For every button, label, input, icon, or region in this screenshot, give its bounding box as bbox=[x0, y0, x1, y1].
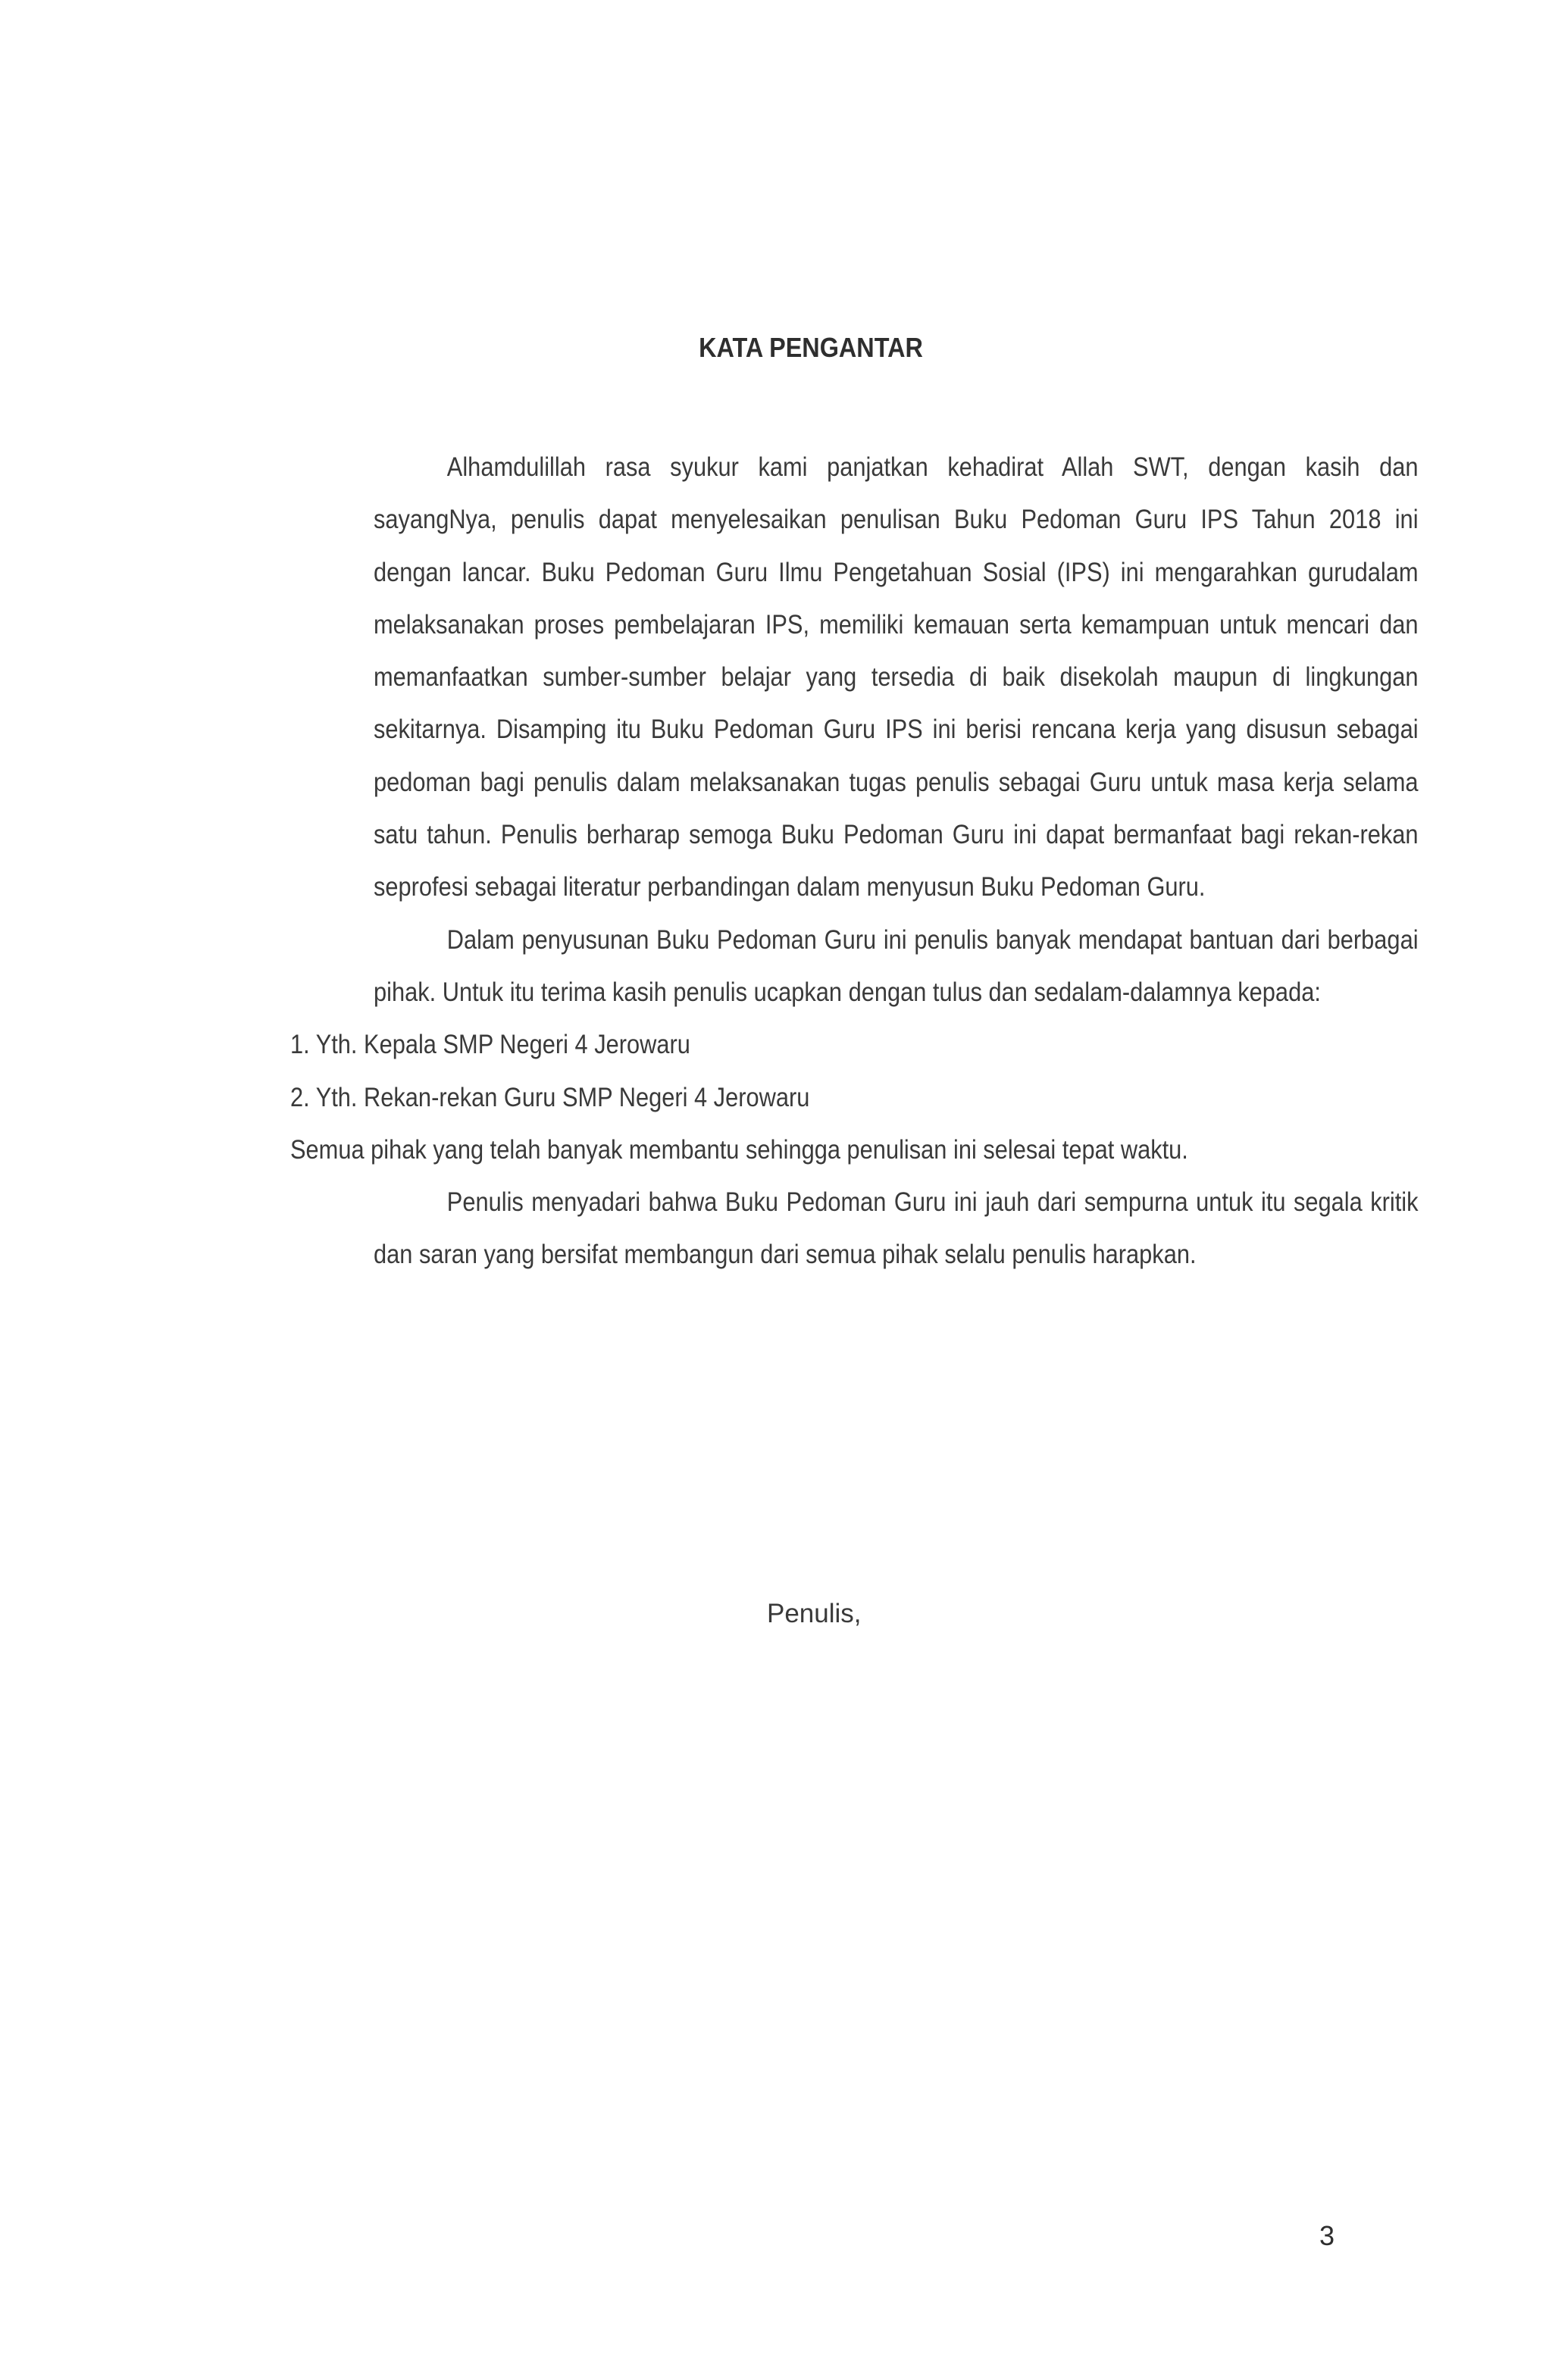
closing-line-text: Semua pihak yang telah banyak membantu sehingga penulisan ini selesai tepat waktu. bbox=[290, 1134, 1188, 1165]
paragraph-closing bbox=[290, 1176, 1419, 1281]
document-body bbox=[290, 441, 1419, 1281]
list-item bbox=[290, 1071, 1335, 1124]
paragraph-intro-text: Alhamdulillah rasa syukur kami panjatkan kehadirat Allah SWT, dengan kasih dan sayangNya, penulis dapat menyelesaikan penulisan Buku Pedoman Guru IPS Tahun 2018 ini dengan lancar. Buku Pedoman Guru Ilmu Pengetahuan Sosial (IPS) ini mengarahkan gurudalam melaksanakan proses pembelajaran IPS, memiliki kemauan serta kemampuan untuk mencari dan memanfaatkan sumber-sumber belajar yang tersedia di baik disekolah maupun di lingkungan sekitarnya. Disamping itu Buku Pedoman Guru IPS ini berisi rencana kerja yang disusun sebagai pedoman bagi penulis dalam melaksanakan tugas penulis sebagai Guru untuk masa kerja selama satu tahun. Penulis berharap semoga Buku Pedoman Guru ini dapat bermanfaat bagi rekan-rekan seprofesi sebagai literatur perbandingan dalam menyusun Buku Pedoman Guru. bbox=[374, 452, 1419, 902]
page-number: 3 bbox=[1319, 2220, 1335, 2251]
page-title: KATA PENGANTAR bbox=[699, 332, 923, 363]
list-item bbox=[290, 1018, 1335, 1071]
paragraph-closing-text: Penulis menyadari bahwa Buku Pedoman Guru ini jauh dari sempurna untuk itu segala kritik dan saran yang bersifat membangun dari semua pihak selalu penulis harapkan. bbox=[374, 1187, 1419, 1270]
paragraph-intro bbox=[290, 441, 1419, 914]
closing-line bbox=[290, 1124, 1335, 1176]
signature-label: Penulis, bbox=[767, 1599, 862, 1628]
paragraph-thanks bbox=[290, 914, 1419, 1019]
list-item-text: 1. Yth. Kepala SMP Negeri 4 Jerowaru bbox=[290, 1030, 690, 1060]
list-item-text: 2. Yth. Rekan-rekan Guru SMP Negeri 4 Jerowaru bbox=[290, 1082, 810, 1112]
paragraph-thanks-text: Dalam penyusunan Buku Pedoman Guru ini penulis banyak mendapat bantuan dari berbagai pihak. Untuk itu terima kasih penulis ucapkan dengan tulus dan sedalam-dalamnya kepada: bbox=[374, 924, 1419, 1007]
